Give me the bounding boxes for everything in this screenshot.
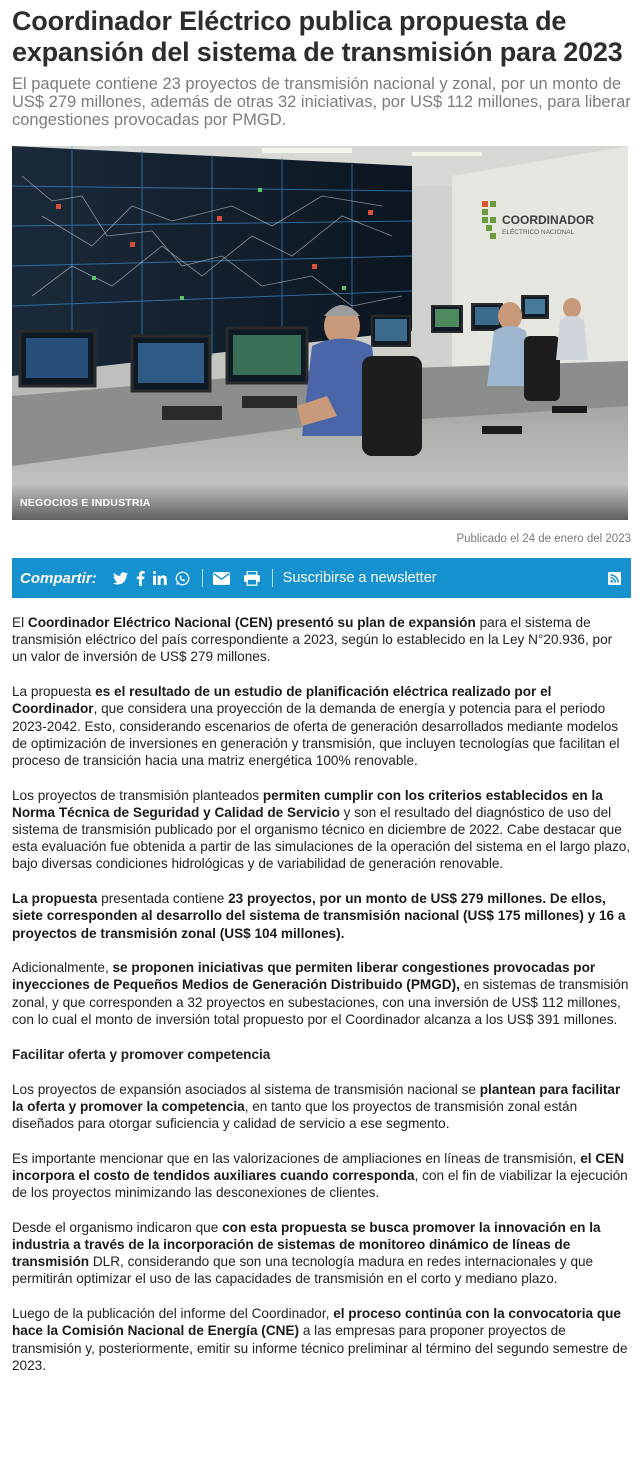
paragraph: Los proyectos de expansión asociados al sistema de transmisión nacional se plantean para facilitar la oferta y promover la competencia, en tanto que los proyectos de transmisión zonal están diseñados para otorgar suficiencia y calidad de servicio a ese segmento. — [12, 1081, 621, 1131]
emphasis-text: 23 proyectos, por un monto de US$ 279 millones. De ellos, siete corresponden al desarrollo del sistema de transmisión nacional (US$ 175 millones) y 16 a proyectos de transmisión zonal (US$ 104 millones). — [12, 891, 626, 941]
print-icon[interactable] — [244, 571, 260, 586]
section-subtitle: Facilitar oferta y promover competencia — [12, 1046, 271, 1062]
paragraph: Adicionalmente, se proponen iniciativas que permiten liberar congestiones provocadas por inyecciones de Pequeños Medios de Generación Distribuido (PMGD), en sistemas de transmisión zonal, y que corresponden a 32 proyectos en subestaciones, con una inversión de US$ 112 millones, con lo cual el monto de inversión total propuesto por el Coordinador alcanza a los US$ 391 millones. — [12, 960, 629, 1027]
article-lead: El paquete contiene 23 proyectos de transmisión nacional y zonal, por un monto de US$ 279 millones, además de otras 32 iniciativas, por US$ 112 millones, para liberar congestiones provocadas por PMGD. — [12, 75, 631, 129]
whatsapp-icon[interactable] — [175, 571, 190, 586]
paragraph: Luego de la publicación del informe del Coordinador, el proceso continúa con la convocatoria que hace la Comisión Nacional de Energía (CNE) a las empresas para proponer proyectos de transmisión y, posteriormente, emitir su informe técnico preliminar al término del segundo semestre de 2023. — [12, 1306, 628, 1373]
paragraph: Los proyectos de transmisión planteados permiten cumplir con los criterios establecidos en la Norma Técnica de Seguridad y Calidad de Servicio y son el resultado del diagnóstico de uso del sistema de transmisión publicado por el organismo técnico en diciembre de 2022. Cabe destacar que esta evaluación fue obtenida a partir de las simulaciones de la operación del sistema en el largo plazo, bajo diversas condiciones hidrológicas y de variabilidad de generación renovable. — [12, 787, 631, 872]
paragraph: La propuesta es el resultado de un estudio de planificación eléctrica realizado por el Coordinador, que considera una proyección de la demanda de energía y potencia para el periodo 2023-2042. Esto, considerando escenarios de oferta de generación desarrollados mediante modelos de optimización de inversiones en generación y transmisión, que incluyen tecnologías que facilitan el proceso de transición hacia una matriz energética 100% renovable. — [12, 684, 620, 768]
emphasis-text: Coordinador Eléctrico Nacional (CEN) presentó su plan de expansión — [27, 615, 476, 630]
email-icon[interactable] — [213, 572, 230, 585]
emphasis-text: permiten cumplir con los criterios establecidos en la Norma Técnica de Seguridad y Calidad de Servicio — [12, 787, 603, 820]
emphasis-text: La propuesta — [12, 891, 98, 907]
hero-image — [12, 146, 628, 520]
share-label: Compartir: — [20, 569, 97, 587]
rss-icon[interactable] — [608, 572, 621, 585]
emphasis-text: con esta propuesta se busca promover la innovación en la industria a través de la incorporación de sistemas de monitoreo dinámico de líneas de transmisión — [12, 1219, 601, 1270]
emphasis-text: plantean para facilitar la oferta y promover la competencia — [12, 1081, 621, 1114]
share-divider — [272, 569, 273, 587]
wall-logo-sub: ELÉCTRICO NACIONAL — [502, 229, 575, 236]
image-category: NEGOCIOS E INDUSTRIA — [20, 497, 151, 509]
wall-logo-text: COORDINADOR — [502, 213, 594, 227]
paragraph: Es importante mencionar que en las valorizaciones de ampliaciones en líneas de transmisión, el CEN incorpora el costo de tendidos auxiliares cuando corresponda, con el fin de viabilizar la ejecución de los proyectos minimizando las desconexiones de clientes. — [12, 1150, 628, 1201]
share-divider — [202, 569, 203, 587]
article-title: Coordinador Eléctrico publica propuesta de expansión del sistema de transmisión para 2023 — [12, 6, 623, 67]
paragraph: El Coordinador Eléctrico Nacional (CEN) presentó su plan de expansión para el sistema de transmisión eléctrico del país correspondiente a 2023, según lo establecido en la Ley N°20.936, por un valor de inversión de US$ 279 millones. — [12, 615, 613, 665]
control-room-photo — [12, 146, 628, 520]
paragraph: La propuesta presentada contiene 23 proyectos, por un monto de US$ 279 millones. De ellos, siete corresponden al desarrollo del sistema de transmisión nacional (US$ 175 millones) y 16 a proyectos de transmisión zonal (US$ 104 millones). — [12, 891, 626, 941]
newsletter-link[interactable]: Suscribirse a newsletter — [282, 570, 437, 586]
facebook-icon[interactable] — [136, 571, 145, 586]
share-bar — [12, 558, 631, 598]
emphasis-text: el proceso continúa con la convocatoria que hace la Comisión Nacional de Energía (CNE) — [12, 1306, 621, 1339]
image-category-overlay — [12, 483, 628, 520]
twitter-icon[interactable] — [113, 572, 128, 585]
published-date: Publicado el 24 de enero del 2023 — [456, 533, 631, 545]
emphasis-text: es el resultado de un estudio de planificación eléctrica realizado por el Coordinador — [12, 684, 552, 717]
article-body — [12, 614, 631, 1374]
emphasis-text: se proponen iniciativas que permiten liberar congestiones provocadas por inyecciones de Pequeños Medios de Generación Distribuido (PMGD), — [12, 960, 596, 993]
linkedin-icon[interactable] — [153, 571, 167, 585]
paragraph: Desde el organismo indicaron que con esta propuesta se busca promover la innovación en la industria a través de la incorporación de sistemas de monitoreo dinámico de líneas de transmisión DLR, considerando que son una tecnología madura en redes internacionales y que permitirán optimizar el uso de las capacidades de transmisión en el corto y mediano plazo. — [12, 1219, 601, 1287]
emphasis-text: el CEN incorpora el costo de tendidos auxiliares cuando corresponda — [12, 1150, 625, 1183]
